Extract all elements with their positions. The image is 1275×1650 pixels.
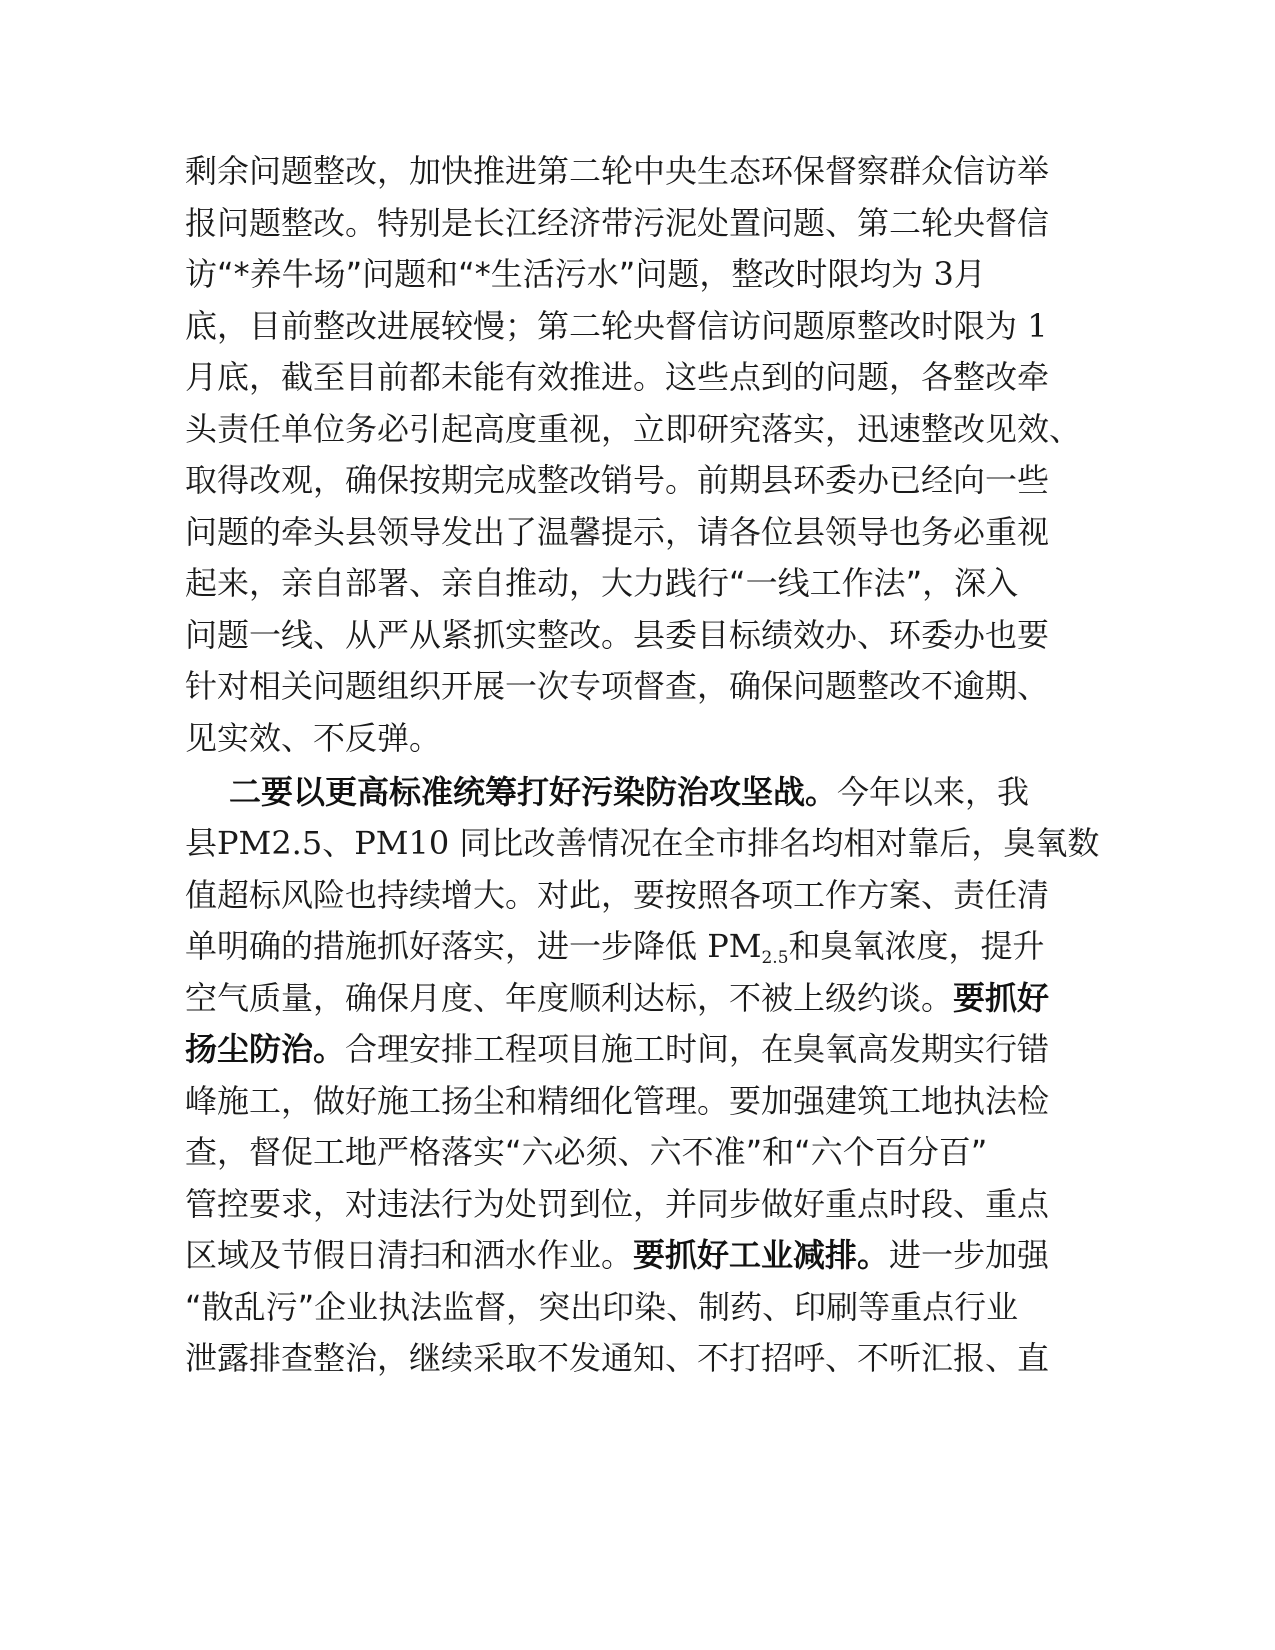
section-heading: 二要以更高标准统筹打好污染防治攻坚战。 — [229, 773, 838, 811]
body-text-line: 底，目前整改进展较慢；第二轮央督信访问题原整改时限为 1 — [185, 307, 1048, 345]
body-text-line: 扬尘防治。合理安排工程项目施工时间，在臭氧高发期实行错 — [185, 1030, 1050, 1068]
body-text-line: 单明确的措施抓好落实，进一步降低 $PM_{2.5}$和臭氧浓度，提升 — [185, 927, 1045, 968]
body-text-line: “散乱污”企业执法监督，突出印染、制药、印刷等重点行业 — [185, 1288, 1019, 1326]
body-text-line: 见实效、不反弹。 — [185, 719, 442, 757]
body-text-line: 报问题整改。特别是长江经济带污泥处置问题、第二轮央督信 — [185, 204, 1050, 242]
body-text-line: 值超标风险也持续增大。对此，要按照各项工作方案、责任清 — [185, 876, 1050, 914]
body-text-line: 取得改观，确保按期完成整改销号。前期县环委办已经向一些 — [185, 461, 1050, 499]
body-text-line: 剩余问题整改，加快推进第二轮中央生态环保督察群众信访举 — [185, 152, 1050, 190]
body-text-line: 空气质量，确保月度、年度顺利达标，不被上级约谈。要抓好 — [185, 979, 1050, 1017]
body-text-line: 区域及节假日清扫和洒水作业。要抓好工业减排。进一步加强 — [185, 1236, 1050, 1274]
subheading-inline: 要抓好工业减排。 — [633, 1236, 890, 1274]
body-text-line: 起来，亲自部署、亲自推动，大力践行“一线工作法”，深入 — [185, 564, 1019, 602]
body-text-line: 问题一线、从严从紧抓实整改。县委目标绩效办、环委办也要 — [185, 616, 1050, 654]
body-text-line: 月底，截至目前都未能有效推进。这些点到的问题，各整改牵 — [185, 358, 1050, 396]
body-text-line: 泄露排查整治，继续采取不发通知、不打招呼、不听汇报、直 — [185, 1339, 1050, 1377]
body-text-line: 峰施工，做好施工扬尘和精细化管理。要加强建筑工地执法检 — [185, 1082, 1050, 1120]
body-text-line: 县PM2.5、PM10 同比改善情况在全市排名均相对靠后，臭氧数 — [185, 824, 1100, 862]
body-text-line: 针对相关问题组织开展一次专项督查，确保问题整改不逾期、 — [185, 667, 1050, 705]
body-text-line: 问题的牵头县领导发出了温馨提示，请各位县领导也务必重视 — [185, 513, 1050, 551]
body-text-line: 访“*养牛场”问题和“*生活污水”问题，整改时限均为 3月 — [185, 255, 986, 293]
subheading-inline: 要抓好 — [953, 979, 1050, 1017]
subheading-inline: 扬尘防治。 — [185, 1030, 346, 1068]
body-text-line: 管控要求，对违法行为处罚到位，并同步做好重点时段、重点 — [185, 1185, 1050, 1223]
body-text-line: 查，督促工地严格落实“六必须、六不准”和“六个百分百” — [185, 1133, 988, 1171]
body-text-line: 头责任单位务必引起高度重视，立即研究落实，迅速整改见效、 — [185, 410, 1082, 448]
section-heading-line: 二要以更高标准统筹打好污染防治攻坚战。今年以来，我 — [229, 773, 1030, 811]
